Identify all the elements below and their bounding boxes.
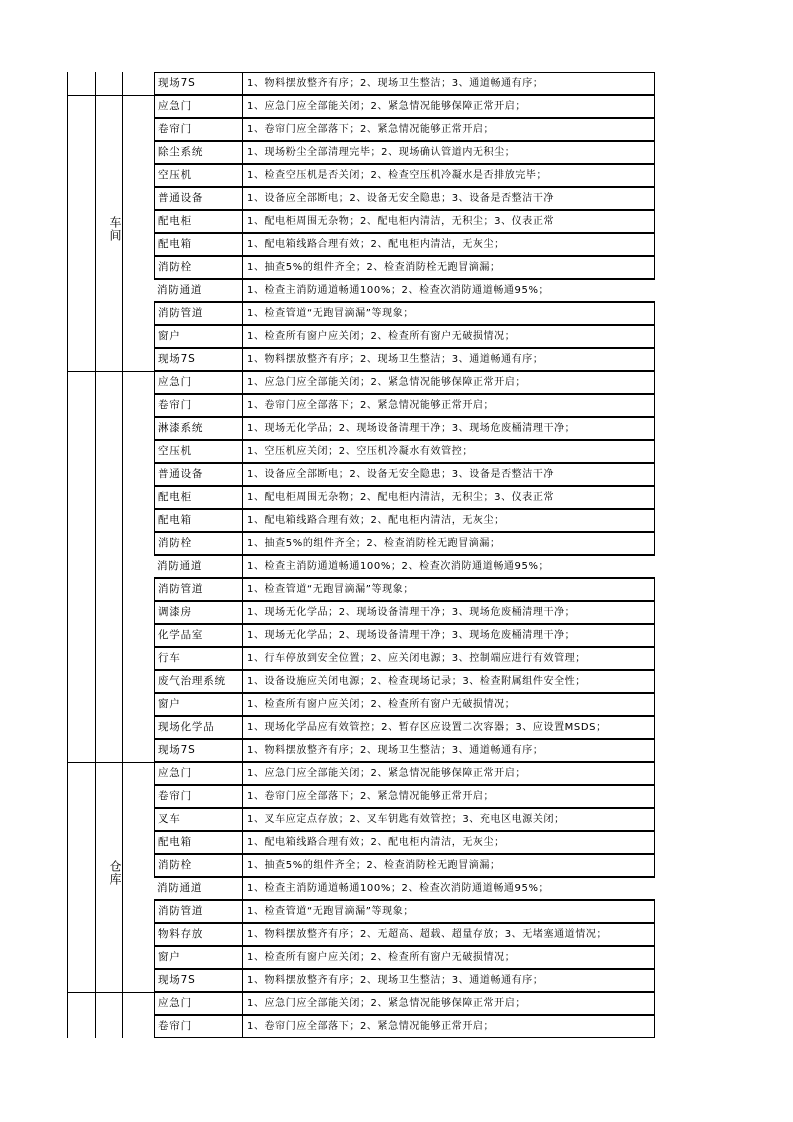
table-row [154,118,655,141]
item-name-cell: 消防通道 [154,279,242,302]
item-description-cell: 1、抽查5%的组件齐全；2、检查消防栓无跑冒滴漏； [242,256,655,279]
item-name-cell: 应急门 [154,371,242,394]
item-name-cell: 消防通道 [154,555,242,578]
item-name-cell: 现场7S [154,72,242,95]
item-name-cell: 现场7S [154,969,242,992]
group-divider [67,371,154,372]
item-name-cell: 卷帘门 [154,394,242,417]
table-row [154,785,655,808]
item-name-cell: 卷帘门 [154,118,242,141]
column-divider [95,72,96,1038]
item-description-cell: 1、配电箱线路合理有效；2、配电柜内清洁，无灰尘； [242,509,655,532]
item-name-cell: 叉车 [154,808,242,831]
item-name-cell: 物料存放 [154,923,242,946]
table-row [154,969,655,992]
table-row [154,440,655,463]
table-row [154,187,655,210]
item-description-cell: 1、物料摆放整齐有序；2、无超高、超载、超量存放；3、无堵塞通道情况； [242,923,655,946]
item-description-cell: 1、配电箱线路合理有效；2、配电柜内清洁，无灰尘； [242,233,655,256]
table-row [154,532,655,555]
item-name-cell: 窗户 [154,693,242,716]
table-row [154,877,655,900]
item-description-cell: 1、卷帘门应全部落下；2、紧急情况能够正常开启； [242,118,655,141]
table-row [154,463,655,486]
item-description-cell: 1、设备应全部断电；2、设备无安全隐患；3、设备是否整洁干净 [242,187,655,210]
item-name-cell: 废气治理系统 [154,670,242,693]
item-description-cell: 1、设备设施应关闭电源；2、检查现场记录；3、检查附属组件安全性； [242,670,655,693]
item-description-cell: 1、物料摆放整齐有序；2、现场卫生整洁；3、通道畅通有序； [242,348,655,371]
item-description-cell: 1、卷帘门应全部落下；2、紧急情况能够正常开启； [242,1015,655,1038]
item-name-cell: 卷帘门 [154,1015,242,1038]
table-row [154,394,655,417]
table-row [154,210,655,233]
table-row [154,555,655,578]
item-description-cell: 1、应急门应全部能关闭；2、紧急情况能够保障正常开启； [242,992,655,1015]
table-row [154,141,655,164]
item-description-cell: 1、卷帘门应全部落下；2、紧急情况能够正常开启； [242,785,655,808]
item-name-cell: 空压机 [154,164,242,187]
item-description-cell: 1、抽查5%的组件齐全；2、检查消防栓无跑冒滴漏； [242,854,655,877]
table-row [154,509,655,532]
table-row [154,992,655,1015]
column-divider [67,72,68,1038]
item-description-cell: 1、现场化学品应有效管控；2、暂存区应设置二次容器；3、应设置MSDS； [242,716,655,739]
item-description-cell: 1、行车停放到安全位置；2、应关闭电源；3、控制端应进行有效管理； [242,647,655,670]
item-name-cell: 窗户 [154,325,242,348]
item-description-cell: 1、空压机应关闭；2、空压机冷凝水有效管控； [242,440,655,463]
table-row [154,716,655,739]
item-name-cell: 现场7S [154,739,242,762]
item-description-cell: 1、配电柜周围无杂物；2、配电柜内清洁，无积尘；3、仪表正常 [242,486,655,509]
item-name-cell: 消防管道 [154,302,242,325]
table-row [154,233,655,256]
item-name-cell: 配电箱 [154,831,242,854]
group-label: 仓库 [108,860,122,886]
item-description-cell: 1、现场无化学品；2、现场设备清理干净；3、现场危废桶清理干净； [242,417,655,440]
table-row [154,831,655,854]
table-row [154,302,655,325]
item-name-cell: 应急门 [154,95,242,118]
item-name-cell: 现场化学品 [154,716,242,739]
item-description-cell: 1、配电柜周围无杂物；2、配电柜内清洁，无积尘；3、仪表正常 [242,210,655,233]
table-row [154,348,655,371]
item-name-cell: 空压机 [154,440,242,463]
item-description-cell: 1、检查空压机是否关闭；2、检查空压机冷凝水是否排放完毕； [242,164,655,187]
item-description-cell: 1、配电箱线路合理有效；2、配电柜内清洁，无灰尘； [242,831,655,854]
group-divider [67,992,154,993]
item-name-cell: 应急门 [154,762,242,785]
item-name-cell: 普通设备 [154,187,242,210]
item-name-cell: 现场7S [154,348,242,371]
table-row [154,739,655,762]
table-row [154,624,655,647]
table-row [154,647,655,670]
table-row [154,486,655,509]
group-divider [67,95,154,96]
item-description-cell: 1、物料摆放整齐有序；2、现场卫生整洁；3、通道畅通有序； [242,969,655,992]
item-description-cell: 1、物料摆放整齐有序；2、现场卫生整洁；3、通道畅通有序； [242,739,655,762]
group-label: 车间 [108,216,122,242]
table-row [154,601,655,624]
table-row [154,371,655,394]
table-row [154,854,655,877]
table-row [154,693,655,716]
item-description-cell: 1、设备应全部断电；2、设备无安全隐患；3、设备是否整洁干净 [242,463,655,486]
item-name-cell: 化学品室 [154,624,242,647]
item-name-cell: 消防栓 [154,256,242,279]
group-divider [67,762,154,763]
item-description-cell: 1、物料摆放整齐有序；2、现场卫生整洁；3、通道畅通有序； [242,72,655,95]
table-row [154,95,655,118]
item-description-cell: 1、现场粉尘全部清理完毕；2、现场确认管道内无积尘； [242,141,655,164]
item-name-cell: 消防管道 [154,900,242,923]
item-description-cell: 1、检查管道“无跑冒滴漏”等现象； [242,578,655,601]
item-description-cell: 1、检查管道“无跑冒滴漏”等现象； [242,302,655,325]
item-name-cell: 卷帘门 [154,785,242,808]
item-description-cell: 1、卷帘门应全部落下；2、紧急情况能够正常开启； [242,394,655,417]
item-name-cell: 消防栓 [154,854,242,877]
table-row [154,72,655,95]
item-name-cell: 窗户 [154,946,242,969]
item-description-cell: 1、应急门应全部能关闭；2、紧急情况能够保障正常开启； [242,371,655,394]
table-row [154,946,655,969]
table-row [154,578,655,601]
item-description-cell: 1、检查主消防通道畅通100%；2、检查次消防通道畅通95%； [242,279,655,302]
table-row [154,417,655,440]
table-row [154,762,655,785]
table-row [154,279,655,302]
item-description-cell: 1、检查主消防通道畅通100%；2、检查次消防通道畅通95%； [242,877,655,900]
item-name-cell: 淋漆系统 [154,417,242,440]
item-name-cell: 配电柜 [154,486,242,509]
item-description-cell: 1、检查所有窗户应关闭；2、检查所有窗户无破损情况； [242,325,655,348]
table-row [154,164,655,187]
table-row [154,1015,655,1038]
item-name-cell: 应急门 [154,992,242,1015]
item-name-cell: 配电柜 [154,210,242,233]
item-description-cell: 1、现场无化学品；2、现场设备清理干净；3、现场危废桶清理干净； [242,624,655,647]
item-description-cell: 1、检查管道“无跑冒滴漏”等现象； [242,900,655,923]
item-description-cell: 1、叉车应定点存放；2、叉车钥匙有效管控；3、充电区电源关闭； [242,808,655,831]
item-name-cell: 调漆房 [154,601,242,624]
item-name-cell: 除尘系统 [154,141,242,164]
item-name-cell: 消防栓 [154,532,242,555]
item-name-cell: 消防通道 [154,877,242,900]
item-name-cell: 行车 [154,647,242,670]
table-row [154,900,655,923]
item-name-cell: 配电箱 [154,509,242,532]
item-name-cell: 消防管道 [154,578,242,601]
item-description-cell: 1、检查所有窗户应关闭；2、检查所有窗户无破损情况； [242,693,655,716]
item-description-cell: 1、现场无化学品；2、现场设备清理干净；3、现场危废桶清理干净； [242,601,655,624]
item-description-cell: 1、检查所有窗户应关闭；2、检查所有窗户无破损情况； [242,946,655,969]
table-row [154,256,655,279]
column-divider [122,72,123,1038]
table-row [154,923,655,946]
item-name-cell: 普通设备 [154,463,242,486]
item-name-cell: 配电箱 [154,233,242,256]
item-description-cell: 1、应急门应全部能关闭；2、紧急情况能够保障正常开启； [242,95,655,118]
item-description-cell: 1、抽查5%的组件齐全；2、检查消防栓无跑冒滴漏； [242,532,655,555]
table-row [154,808,655,831]
item-description-cell: 1、应急门应全部能关闭；2、紧急情况能够保障正常开启； [242,762,655,785]
item-description-cell: 1、检查主消防通道畅通100%；2、检查次消防通道畅通95%； [242,555,655,578]
table-row [154,670,655,693]
table-row [154,325,655,348]
